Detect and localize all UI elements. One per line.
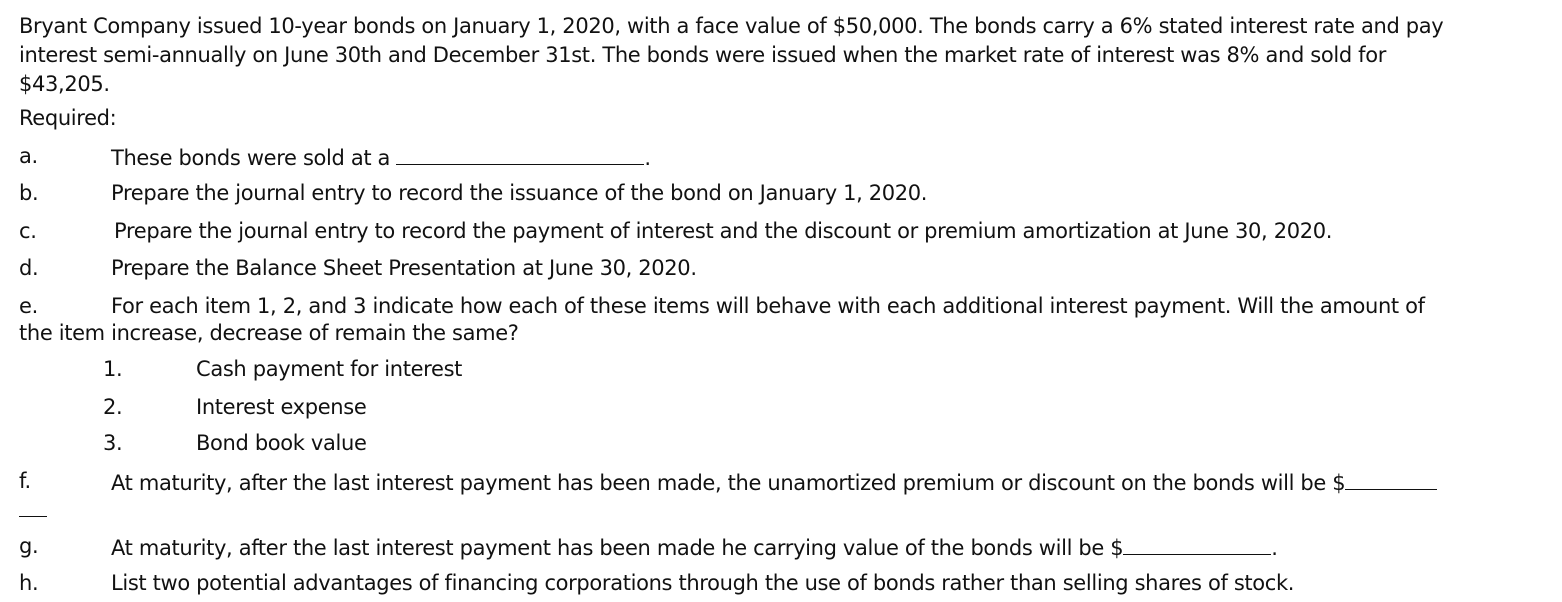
subitem-2-number: 2. xyxy=(103,395,123,419)
item-f xyxy=(111,469,1437,495)
item-e-letter: e. xyxy=(19,294,38,318)
item-f-letter: f. xyxy=(19,469,31,493)
item-f-text: At maturity, after the last interest payment has been made, the unamortized premium or discount on the bonds will be $ xyxy=(111,471,1346,495)
item-g xyxy=(111,534,1278,560)
intro-line-1: Bryant Company issued 10-year bonds on January 1, 2020, with a face value of $50,000. The bonds carry a 6% stated interest rate and pay xyxy=(19,14,1444,38)
item-c-text: Prepare the journal entry to record the payment of interest and the discount or premium amortization at June 30, 2020. xyxy=(114,219,1333,243)
item-g-text: At maturity, after the last interest payment has been made he carrying value of the bonds will be $ xyxy=(111,536,1124,560)
item-c-letter: c. xyxy=(19,219,37,243)
item-f-blank-continuation xyxy=(19,516,47,517)
subitem-1-number: 1. xyxy=(103,357,123,381)
intro-line-2: interest semi-annually on June 30th and December 31st. The bonds were issued when the market rate of interest was 8% and sold for xyxy=(19,43,1386,67)
required-heading: Required: xyxy=(19,106,117,130)
item-f-answer-blank[interactable] xyxy=(1345,469,1437,490)
item-a-letter: a. xyxy=(19,144,38,168)
item-b-letter: b. xyxy=(19,181,39,205)
subitem-3-number: 3. xyxy=(103,431,123,455)
item-h-text: List two potential advantages of financing corporations through the use of bonds rather than selling shares of stock. xyxy=(111,571,1295,595)
subitem-3-text: Bond book value xyxy=(196,431,367,455)
intro-line-3: $43,205. xyxy=(19,72,110,96)
item-a xyxy=(111,144,651,170)
item-a-period: . xyxy=(644,146,651,170)
item-a-text: These bonds were sold at a xyxy=(111,146,397,170)
item-g-period: . xyxy=(1271,536,1278,560)
subitem-2-text: Interest expense xyxy=(196,395,367,419)
item-b-text: Prepare the journal entry to record the issuance of the bond on January 1, 2020. xyxy=(111,181,928,205)
item-a-answer-blank[interactable] xyxy=(396,144,644,165)
item-g-letter: g. xyxy=(19,534,39,558)
item-h-letter: h. xyxy=(19,571,39,595)
problem-statement xyxy=(19,12,1539,99)
subitem-1-text: Cash payment for interest xyxy=(196,357,463,381)
item-d-letter: d. xyxy=(19,256,39,280)
item-g-answer-blank[interactable] xyxy=(1123,534,1271,555)
item-d-text: Prepare the Balance Sheet Presentation at June 30, 2020. xyxy=(111,256,697,280)
item-e-text-continued: the item increase, decrease of remain the same? xyxy=(19,321,519,345)
item-e-text: For each item 1, 2, and 3 indicate how each of these items will behave with each additional interest payment. Will the amount of xyxy=(111,294,1425,318)
